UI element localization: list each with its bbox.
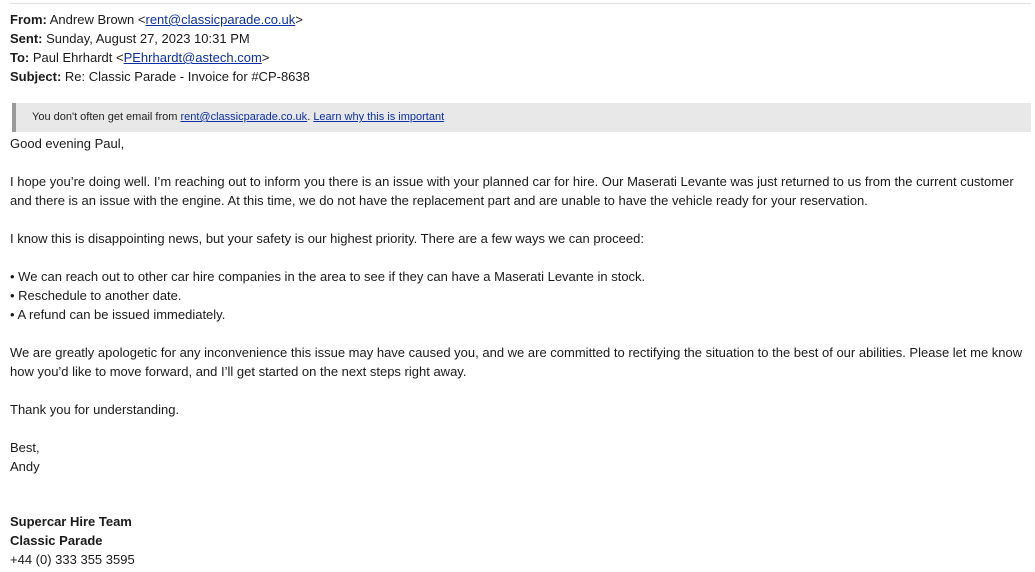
list-item: • A refund can be issued immediately. xyxy=(10,307,226,322)
list-item: • Reschedule to another date. xyxy=(10,288,182,303)
signature-team: Supercar Hire Team xyxy=(10,514,132,529)
from-email-link[interactable]: rent@classicparade.co.uk xyxy=(145,12,296,27)
notice-email-link[interactable]: rent@classicparade.co.uk xyxy=(180,111,308,123)
to-close: > xyxy=(261,50,270,65)
notice-prefix: You don't often get email from xyxy=(32,111,181,123)
signature-company: Classic Parade xyxy=(10,533,103,548)
from-label: From: xyxy=(10,12,47,27)
sent-label: Sent: xyxy=(10,31,43,46)
to-email-link[interactable]: PEhrhardt@astech.com xyxy=(123,50,262,65)
external-sender-notice xyxy=(12,103,1031,132)
greeting: Good evening Paul, xyxy=(10,136,125,151)
body-paragraph-3: We are greatly apologetic for any inconvenience this issue may have caused you, and we are committed to rectifying the situation to the best of our abilities. Please let me know how you’d like to move forward, and I’ll get started on the next steps right away. xyxy=(10,345,1023,379)
body-paragraph-1: I hope you’re doing well. I’m reaching out to inform you there is an issue with your planned car for hire. Our Maserati Levante was just returned to us from the current customer and there is an issue with the engine. At this time, we do not have the replacement part and are unable to have the vehicle ready for your reservation. xyxy=(10,174,1014,208)
email-body xyxy=(10,134,1025,476)
subject-value: Re: Classic Parade - Invoice for #CP-8638 xyxy=(64,69,310,84)
signature xyxy=(10,512,135,569)
sent-value: Sunday, August 27, 2023 10:31 PM xyxy=(46,31,250,46)
body-paragraph-2: I know this is disappointing news, but your safety is our highest priority. There are a few ways we can proceed: xyxy=(10,231,644,246)
header-divider xyxy=(10,3,1031,4)
signature-phone: +44 (0) 333 355 3595 xyxy=(10,552,135,567)
to-name: Paul Ehrhardt < xyxy=(32,50,124,65)
body-paragraph-4: Thank you for understanding. xyxy=(10,402,180,417)
to-label: To: xyxy=(10,50,30,65)
from-name: Andrew Brown < xyxy=(49,12,146,27)
from-close: > xyxy=(295,12,303,27)
list-item: • We can reach out to other car hire companies in the area to see if they can have a Maserati Levante in stock. xyxy=(10,269,646,284)
sent-row xyxy=(10,29,310,48)
learn-why-link[interactable]: Learn why this is important xyxy=(313,111,445,123)
subject-row xyxy=(10,67,310,86)
email-header xyxy=(10,10,310,86)
to-row xyxy=(10,48,310,67)
notice-sep: . xyxy=(307,111,314,123)
from-row xyxy=(10,10,310,29)
sender-name: Andy xyxy=(10,459,40,474)
options-list xyxy=(10,267,1025,324)
subject-label: Subject: xyxy=(10,69,62,84)
closing: Best, xyxy=(10,440,40,455)
